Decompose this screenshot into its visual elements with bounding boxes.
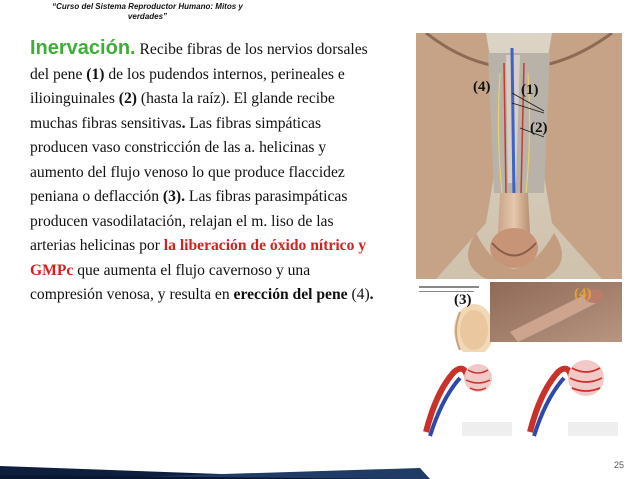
text-p6: que aumenta el flujo cavernoso y una compresión venosa, y resulta en [30, 261, 311, 303]
figure-label-2: (2) [530, 120, 548, 136]
figure-label-3: (3) [454, 292, 472, 308]
ref-4: (4) [347, 286, 370, 303]
ref-3: (3). [162, 188, 186, 205]
bold-ereccion: erección del pene [233, 286, 348, 303]
bold-dot-2: . [369, 286, 374, 303]
course-header: “Curso del Sistema Reproductor Humano: Mitos y verdades” [52, 2, 243, 21]
ref-1: (1) [86, 65, 105, 83]
page-number: 25 [613, 460, 624, 470]
figure-label-4-top: (4) [473, 79, 491, 95]
footer-decoration [0, 466, 638, 479]
text-p5: Las fibras parasimpáticas producen vasodilatación, relajan el m. liso de las arterias helicinas por [30, 188, 348, 254]
text-p4: Las fibras simpáticas producen vaso constricción de las a. helicinas y aumento del flujo venoso lo que produce flaccidez peniana o deflacción [30, 114, 345, 205]
text-p1: Recibe fibras de los nervios dorsales del pene [30, 41, 368, 83]
title-inervacion: Inervación. [30, 37, 136, 59]
text-p3: (hasta la raíz). El glande recibe muchas fibras sensitivas [30, 90, 335, 132]
erection-photo [490, 282, 622, 342]
figure-label-4-bottom: (4) [574, 286, 592, 302]
vascular-diagram-right [520, 352, 622, 442]
figure-label-1: (1) [521, 82, 539, 98]
text-p2: de los pudendos internos, perineales e ilioinguinales [30, 65, 345, 107]
highlight-oxido-nitrico: la liberación de óxido nítrico y GMPc [30, 237, 367, 279]
vascular-diagram-left [416, 352, 516, 442]
bold-dot-1: . [181, 114, 186, 132]
body-text [30, 36, 375, 308]
ref-2: (2) [118, 90, 137, 107]
anatomy-illustration [416, 33, 622, 279]
